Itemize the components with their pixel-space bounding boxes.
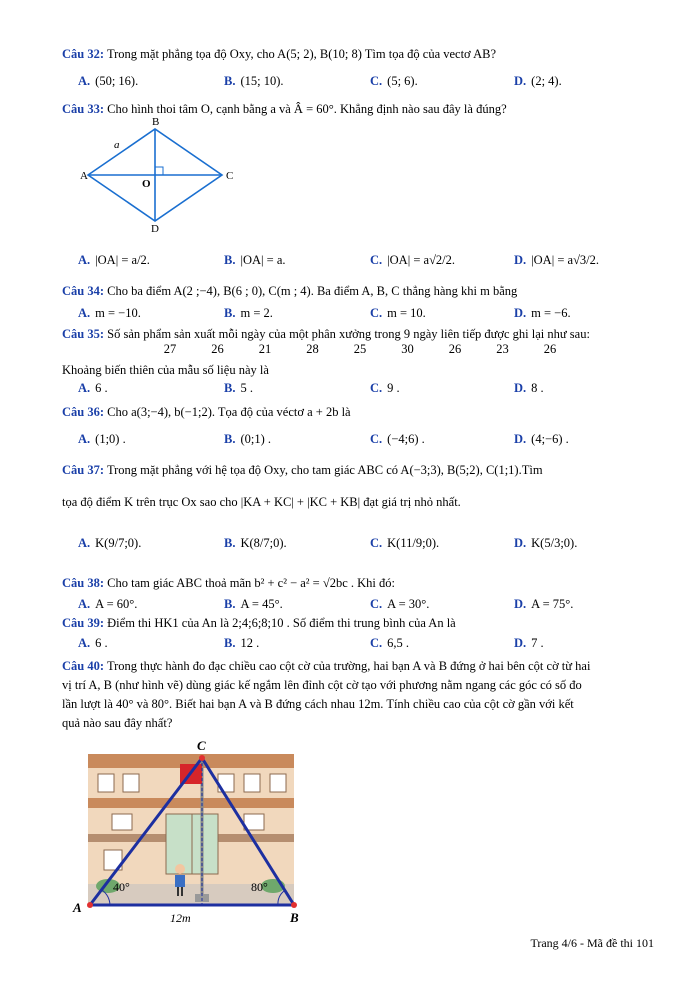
data-value: 27	[163, 342, 177, 356]
option-b[interactable]: B. K(8/7;0).	[224, 536, 287, 550]
data-value: 26	[448, 342, 462, 356]
option-c[interactable]: C. (5; 6).	[370, 74, 418, 88]
option-b[interactable]: B. m = 2.	[224, 306, 273, 320]
question-text-line: quả nào sau đây nhất?	[62, 716, 173, 730]
question-37-line2: tọa độ điểm K trên trục Ox sao cho |KA + KC| + |KC + KB| đạt giá trị nhỏ nhất.	[62, 495, 461, 509]
vertex-c-label: C	[226, 170, 234, 182]
question-text: Điểm thi HK1 của An là 2;4;6;8;10 . Số điểm thi trung bình của An là	[107, 616, 456, 630]
question-text: Cho a(3;−4), b(−1;2). Tọa độ của véctơ a + 2b là	[107, 405, 351, 419]
option-d[interactable]: D. (2; 4).	[514, 74, 562, 88]
option-b[interactable]: B. A = 45°.	[224, 597, 283, 611]
option-d[interactable]: D. |OA| = a√3/2.	[514, 253, 600, 267]
point-b	[291, 902, 297, 908]
data-value: 26	[211, 342, 224, 356]
question-34	[62, 283, 517, 299]
vertex-b-label: B	[290, 910, 299, 925]
building-ledge	[88, 798, 294, 808]
option-c[interactable]: C. A = 30°.	[370, 597, 430, 611]
option-d[interactable]: D. 8 .	[514, 381, 544, 395]
option-b[interactable]: B. (15; 10).	[224, 74, 284, 88]
window	[123, 774, 139, 792]
question-38	[62, 575, 395, 591]
student-body	[175, 875, 185, 887]
question-text-line: lần lượt là 40° và 80°. Biết hai bạn A và B đứng cách nhau 12m. Tính chiều cao của cột cờ gần với kết	[62, 697, 574, 711]
window	[98, 774, 114, 792]
option-b[interactable]: B. 5 .	[224, 381, 253, 395]
angle-b-label: 80°	[251, 880, 268, 894]
question-39	[62, 615, 456, 631]
window	[112, 814, 132, 830]
vertex-a-label: A	[80, 170, 88, 182]
question-label: Câu 32:	[62, 47, 105, 61]
option-c[interactable]: C. K(11/9;0).	[370, 536, 440, 550]
question-text: Trong mặt phẳng với hệ tọa độ Oxy, cho tam giác ABC có A(−3;3), B(5;2), C(1;1).Tìm	[106, 463, 543, 477]
option-c[interactable]: C. m = 10.	[370, 306, 426, 320]
option-b[interactable]: B. 12 .	[224, 636, 260, 650]
option-c[interactable]: C. (−4;6) .	[370, 432, 425, 446]
option-a[interactable]: A. A = 60°.	[78, 597, 138, 611]
option-c[interactable]: C. 9 .	[370, 381, 400, 395]
question-36	[62, 404, 351, 420]
rhombus-figure	[72, 114, 242, 234]
vertex-d-label: D	[151, 223, 159, 234]
vertex-c-label: C	[197, 738, 206, 753]
question-label: Câu 40:	[62, 659, 105, 673]
option-d[interactable]: D. A = 75°.	[514, 597, 574, 611]
question-35-prompt: Khoảng biến thiên của mẫu số liệu này là	[62, 363, 269, 377]
option-d[interactable]: D. (4;−6) .	[514, 432, 569, 446]
question-text: Cho hình thoi tâm O, cạnh bằng a và Â = 60°. Khẳng định nào sau đây là đúng?	[107, 102, 507, 116]
question-text: Cho ba điểm A(2 ;−4), B(6 ; 0), C(m ; 4). Ba điểm A, B, C thẳng hàng khi m bằng	[107, 284, 518, 298]
point-a	[87, 902, 93, 908]
data-value: 28	[306, 342, 319, 356]
option-c[interactable]: C. |OA| = a√2/2.	[370, 253, 456, 267]
vertex-b-label: B	[152, 116, 160, 128]
window	[270, 774, 286, 792]
flagpole-figure	[68, 734, 318, 926]
option-a[interactable]: A. (1;0) .	[78, 432, 126, 446]
question-label: Câu 35:	[62, 327, 105, 341]
data-value: 26	[543, 342, 557, 356]
page-footer: Trang 4/6 - Mã đề thi 101	[530, 936, 654, 950]
question-text-line: vị trí A, B (như hình vẽ) dùng giác kế ngắm lên đỉnh cột cờ tạo với phương nằm ngang các góc có số đo	[62, 678, 582, 692]
option-d[interactable]: D. 7 .	[514, 636, 544, 650]
option-c[interactable]: C. 6,5 .	[370, 636, 410, 650]
option-a[interactable]: A. (50; 16).	[78, 74, 139, 88]
question-32	[62, 46, 496, 62]
question-40	[62, 658, 590, 674]
vertex-a-label: A	[73, 900, 82, 915]
question-text: Số sản phẩm sản xuất mỗi ngày của một phân xưởng trong 9 ngày liên tiếp được ghi lại như sau:	[107, 327, 590, 341]
student-head	[175, 864, 185, 874]
option-d[interactable]: D. K(5/3;0).	[514, 536, 578, 550]
question-label: Câu 38:	[62, 576, 105, 590]
distance-label: 12m	[170, 911, 191, 925]
question-37	[62, 462, 543, 478]
right-angle-mark	[155, 167, 163, 175]
option-a[interactable]: A. 6 .	[78, 636, 108, 650]
option-a[interactable]: A. K(9/7;0).	[78, 536, 142, 550]
window	[244, 774, 260, 792]
option-a[interactable]: A. m = −10.	[78, 306, 141, 320]
data-value: 25	[353, 342, 367, 356]
question-text-line: Trong thực hành đo đạc chiều cao cột cờ của trường, hai bạn A và B đứng ở hai bên cột cờ từ hai	[106, 659, 591, 673]
question-label: Câu 37:	[62, 463, 105, 477]
data-value: 21	[258, 342, 272, 356]
data-value: 23	[496, 342, 509, 356]
option-d[interactable]: D. m = −6.	[514, 306, 571, 320]
question-label: Câu 34:	[62, 284, 105, 298]
point-c	[199, 755, 205, 761]
data-values	[150, 342, 570, 357]
question-label: Câu 33:	[62, 102, 105, 116]
center-o-label: O	[142, 178, 151, 190]
question-label: Câu 39:	[62, 616, 105, 630]
option-a[interactable]: A. 6 .	[78, 381, 108, 395]
option-a[interactable]: A. |OA| = a/2.	[78, 253, 150, 267]
question-35	[62, 326, 590, 342]
side-a-label: a	[114, 139, 120, 151]
angle-a-label: 40°	[113, 880, 130, 894]
option-b[interactable]: B. (0;1) .	[224, 432, 272, 446]
data-value: 30	[401, 342, 414, 356]
option-b[interactable]: B. |OA| = a.	[224, 253, 286, 267]
question-text: Cho tam giác ABC thoả mãn b² + c² − a² = √2bc . Khi đó:	[107, 576, 395, 590]
question-label: Câu 36:	[62, 405, 105, 419]
question-text: Trong mặt phẳng tọa độ Oxy, cho A(5; 2), B(10; 8) Tìm tọa độ của vectơ AB?	[106, 47, 497, 61]
